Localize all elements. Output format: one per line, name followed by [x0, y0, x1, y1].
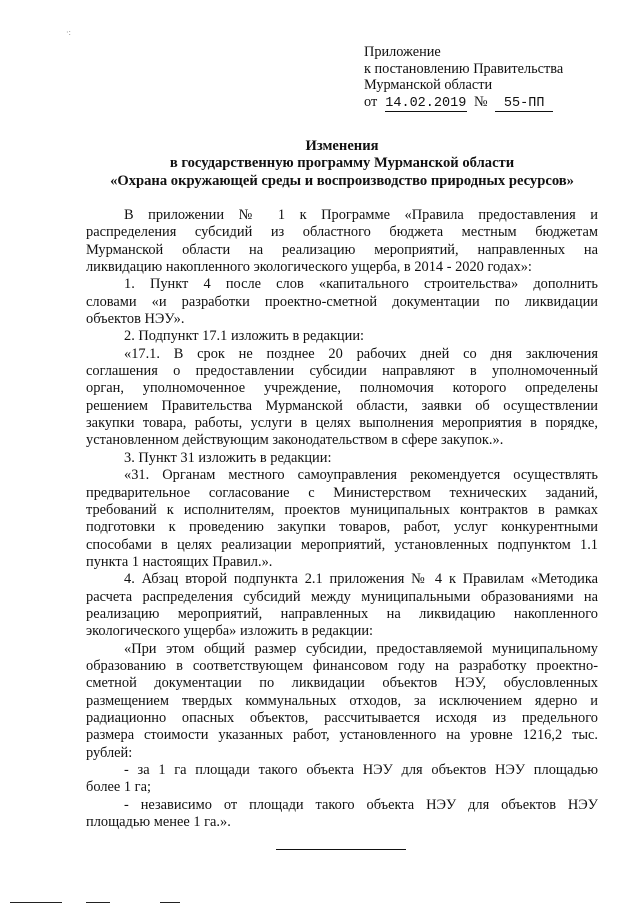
body-line: сметной документации по ликвидации объектов НЭУ, обусловленных — [86, 675, 598, 692]
document-heading — [86, 138, 598, 190]
annex-block — [364, 44, 563, 112]
footer-rule — [86, 902, 110, 903]
body-line: словами «и разработки проектно-сметной документации по ликвидации — [86, 293, 598, 310]
body-line: ликвидацию накопленного экологического ущерба, в 2014 - 2020 годах»: — [86, 259, 532, 276]
body-line: В приложении № 1 к Программе «Правила предоставления и — [124, 207, 598, 223]
annex-date-number — [364, 94, 563, 112]
body-line: размера стоимости указанных работ, установленного на уровне 1216,2 тыс. — [86, 727, 598, 744]
heading-line-2: в государственную программу Мурманской области — [169, 155, 515, 172]
body-line: 1. Пункт 4 после слов «капитального строительства» дополнить — [124, 276, 598, 293]
body-line: орган, уполномоченное учреждение, полномочия которого определены — [86, 380, 598, 397]
body-line: реализацию мероприятий, направленных на ликвидацию накопленного — [86, 605, 598, 622]
body-line: «При этом общий размер субсидии, предоставляемой муниципальному — [124, 640, 598, 657]
body-line: распределения субсидий из областного бюджета местным бюджетам — [86, 224, 598, 241]
body-line: экологического ущерба» изложить в редакции: — [86, 623, 374, 640]
scan-speck: ·: — [66, 28, 71, 37]
body-line: решением Правительства Мурманской области, заявки об осуществлении — [86, 397, 598, 414]
decree-date: 14.02.2019 — [385, 95, 467, 111]
body-line: радиационно опасных объектов, рассчитывается исходя из предельного — [86, 709, 598, 726]
annex-reference: к постановлению Правительства — [364, 60, 564, 77]
body-line: объектов НЭУ». — [86, 311, 185, 328]
body-line: размещением твердых коммунальных отходов, за исключением ядерно и — [86, 692, 598, 709]
body-line: - независимо от площади такого объекта НЭУ для объектов НЭУ — [124, 796, 598, 813]
body-line: «17.1. В срок не позднее 20 рабочих дней со дня заключения — [124, 345, 598, 362]
footer-rule — [160, 902, 180, 903]
body-line: расчета распределения субсидий между муниципальными образованиями на — [86, 588, 598, 605]
number-prefix: № — [473, 93, 488, 110]
body-line: 4. Абзац второй подпункта 2.1 приложения № 4 к Правилам «Методика — [124, 571, 598, 588]
date-prefix: от — [364, 93, 378, 110]
body-line: пункта 1 настоящих Правил.». — [86, 553, 273, 570]
body-line: соглашения о предоставлении субсидии направляют в уполномоченный — [86, 363, 598, 380]
body-line: 3. Пункт 31 изложить в редакции: — [124, 449, 332, 466]
decree-number: 55-ПП — [495, 97, 553, 112]
body-line: подготовки к проведению закупки товаров, работ, услуг конкурентными — [86, 519, 598, 536]
body-line: способами в целях реализации мероприятий, установленных подпунктом 1.1 — [86, 536, 598, 553]
body-line: образованию в соответствующем финансовом году на разработку проектно- — [86, 657, 598, 674]
body-line: установленном действующим законодательством в сфере закупок.». — [86, 432, 504, 449]
body-line: «31. Органам местного самоуправления рекомендуется осуществлять — [124, 467, 598, 484]
body-line: площадью менее 1 га.». — [86, 814, 231, 831]
body-line: - за 1 га площади такого объекта НЭУ для объектов НЭУ площадью — [124, 762, 598, 778]
body-line: предварительное согласование с Министерством технических заданий, — [86, 484, 598, 501]
document-body — [86, 207, 598, 831]
body-line: закупки товара, работы, услуги в целях выполнения мероприятия в порядке, — [86, 415, 598, 432]
heading-line-1: Изменения — [305, 138, 379, 154]
body-line: рублей: — [86, 744, 133, 761]
body-line: Мурманской области на реализацию мероприятий, направленных на — [86, 241, 598, 258]
closing-rule — [276, 849, 406, 850]
annex-region: Мурманской области — [364, 77, 493, 94]
body-line: 2. Подпункт 17.1 изложить в редакции: — [124, 328, 365, 345]
footer-rule — [10, 902, 62, 903]
heading-line-3: «Охрана окружающей среды и воспроизводство природных ресурсов» — [110, 172, 574, 189]
annex-title: Приложение — [364, 44, 441, 60]
body-line: требований к исполнителям, проектов муниципальных контрактов в рамках — [86, 501, 598, 518]
body-line: более 1 га; — [86, 779, 151, 796]
